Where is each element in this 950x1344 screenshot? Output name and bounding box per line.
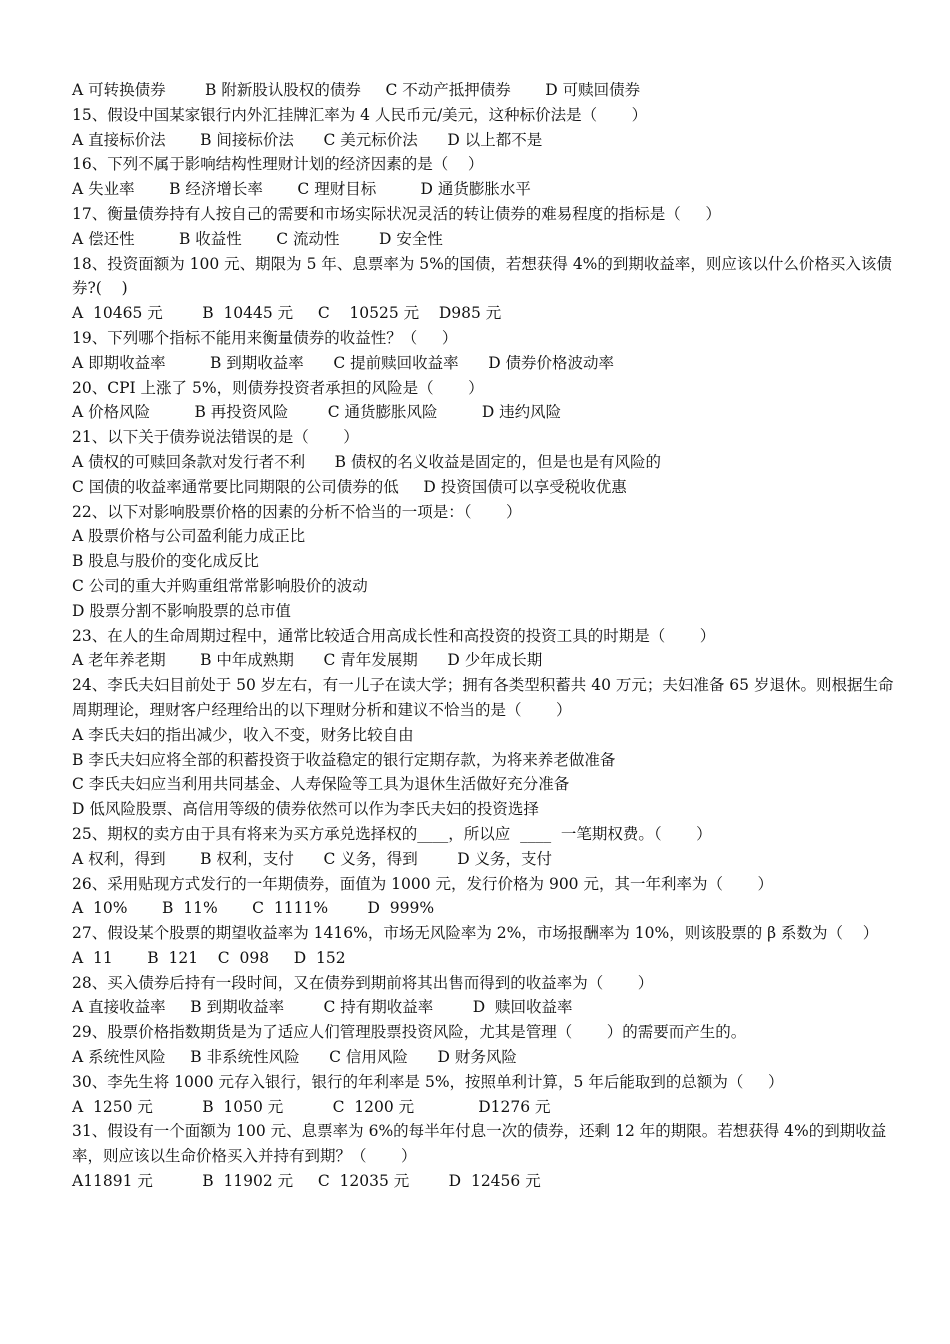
option-line: D 股票分割不影响股票的总市值	[72, 601, 291, 620]
option-line: A 偿还性 B 收益性 C 流动性 D 安全性	[72, 229, 443, 248]
option-line: A 李氏夫妇的指出减少，收入不变，财务比较自由	[72, 725, 414, 744]
option-line: C 国债的收益率通常要比同期限的公司债券的低 D 投资国债可以享受税收优惠	[72, 477, 627, 496]
document-page	[72, 78, 908, 1194]
option-line: A 10% B 11% C 1111% D 999%	[72, 899, 435, 918]
option-line: B 李氏夫妇应将全部的积蓄投资于收益稳定的银行定期存款，为将来养老做准备	[72, 750, 616, 769]
option-line: A 即期收益率 B 到期收益率 C 提前赎回收益率 D 债券价格波动率	[72, 353, 615, 372]
option-line: A 可转换债券 B 附新股认股权的债券 C 不动产抵押债券 D 可赎回债券	[72, 81, 641, 99]
question-23: 23、在人的生命周期过程中，通常比较适合用高成长性和高投资的投资工具的时期是（ ）	[72, 626, 716, 645]
option-line: A11891 元 B 11902 元 C 12035 元 D 12456 元	[72, 1172, 541, 1191]
question-25: 25、期权的卖方由于具有将来为买方承兑选择权的____，所以应 ____ 一笔期权费。（ ）	[72, 824, 712, 843]
question-31: 31、假设有一个面额为 100 元、息票率为 6%的每半年付息一次的债券，还剩 12 年的期限。若想获得 4%的到期收益率，则应该以生命价格买入并持有到期？（ ）	[72, 1122, 887, 1166]
question-17: 17、衡量债券持有人按自己的需要和市场实际状况灵活的转让债券的难易程度的指标是（ ）	[72, 204, 721, 223]
question-16: 16、下列不属于影响结构性理财计划的经济因素的是（ ）	[72, 155, 484, 174]
option-line: A 1250 元 B 1050 元 C 1200 元 D1276 元	[72, 1097, 551, 1116]
option-line: D 低风险股票、高信用等级的债券依然可以作为李氏夫妇的投资选择	[72, 800, 539, 819]
option-line: A 老年养老期 B 中年成熟期 C 青年发展期 D 少年成长期	[72, 651, 543, 670]
question-15: 15、假设中国某家银行内外汇挂牌汇率为 4 人民币元/美元，这种标价法是（ ）	[72, 105, 648, 124]
question-28: 28、买入债券后持有一段时间，又在债券到期前将其出售而得到的收益率为（ ）	[72, 973, 654, 992]
option-line: C 公司的重大并购重组常常影响股价的波动	[72, 576, 368, 595]
question-24: 24、李氏夫妇目前处于 50 岁左右，有一儿子在读大学；拥有各类型积蓄共 40 万元；夫妇准备 65 岁退休。则根据生命周期理论，理财客户经理给出的以下理财分析和建议不恰当的是（ ）	[72, 676, 894, 719]
question-21: 21、以下关于债券说法错误的是（ ）	[72, 428, 359, 447]
question-18: 18、投资面额为 100 元、期限为 5 年、息票率为 5%的国债，若想获得 4%的到期收益率，则应该以什么价格买入该债券?( )	[72, 254, 892, 298]
question-29: 29、股票价格指数期货是为了适应人们管理股票投资风险，尤其是管理（ ）的需要而产生的。	[72, 1023, 747, 1042]
option-line: B 股息与股价的变化成反比	[72, 552, 259, 571]
option-line: A 债权的可赎回条款对发行者不利 B 债权的名义收益是固定的，但是也是有风险的	[72, 452, 662, 471]
option-line: A 直接标价法 B 间接标价法 C 美元标价法 D 以上都不是	[72, 130, 543, 149]
option-line: A 失业率 B 经济增长率 C 理财目标 D 通货膨胀水平	[72, 180, 531, 199]
option-line: A 股票价格与公司盈利能力成正比	[72, 527, 306, 546]
option-line: A 10465 元 B 10445 元 C 10525 元 D985 元	[72, 304, 502, 323]
option-line: A 11 B 121 C 098 D 152	[72, 948, 346, 967]
question-22: 22、以下对影响股票价格的因素的分析不恰当的一项是：（ ）	[72, 502, 522, 521]
question-27: 27、假设某个股票的期望收益率为 1416%，市场无风险率为 2%，市场报酬率为 10%，则该股票的 β 系数为（ ）	[72, 924, 879, 943]
option-line: A 权利，得到 B 权利，支付 C 义务，得到 D 义务，支付	[72, 849, 553, 868]
question-19: 19、下列哪个指标不能用来衡量债券的收益性？（ ）	[72, 328, 458, 347]
question-30: 30、李先生将 1000 元存入银行，银行的年利率是 5%，按照单利计算，5 年后能取到的总额为（ ）	[72, 1072, 784, 1091]
option-line: A 系统性风险 B 非系统性风险 C 信用风险 D 财务风险	[72, 1048, 517, 1067]
question-20: 20、CPI 上涨了 5%，则债券投资者承担的风险是（ ）	[72, 378, 484, 397]
option-line: A 价格风险 B 再投资风险 C 通货膨胀风险 D 违约风险	[72, 403, 562, 422]
option-line: A 直接收益率 B 到期收益率 C 持有期收益率 D 赎回收益率	[72, 998, 573, 1017]
question-26: 26、采用贴现方式发行的一年期债券，面值为 1000 元，发行价格为 900 元，其一年利率为（ ）	[72, 874, 773, 893]
option-line: C 李氏夫妇应当利用共同基金、人寿保险等工具为退休生活做好充分准备	[72, 775, 570, 794]
